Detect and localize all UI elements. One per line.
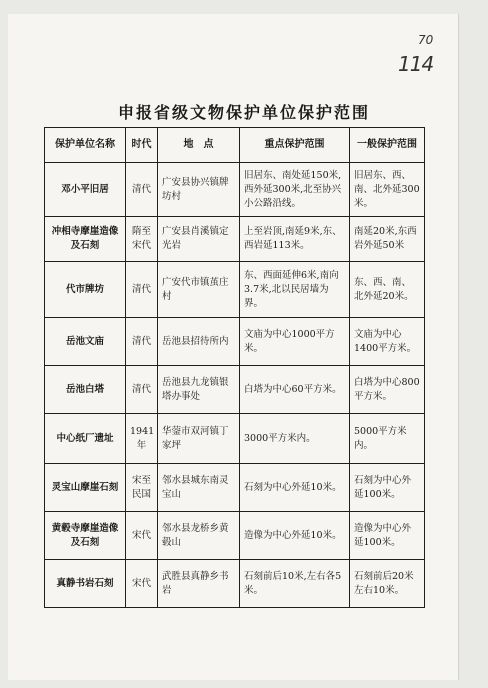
- cell-key-area: 石刻为中心外延10米。: [240, 464, 350, 512]
- cell-era: 1941年: [126, 414, 158, 464]
- table-row: [45, 262, 425, 318]
- cell-era: 宋代: [126, 512, 158, 560]
- cell-era: 清代: [126, 366, 158, 414]
- cell-location: 广安代市镇茧庄村: [158, 262, 240, 318]
- cell-name: 灵宝山摩崖石刻: [45, 464, 126, 512]
- cell-era: 清代: [126, 163, 158, 217]
- header-key-area: 重点保护范围: [240, 128, 350, 163]
- cell-era: 隋至宋代: [126, 217, 158, 262]
- document-title: 申报省级文物保护单位保护范围: [117, 103, 370, 122]
- table-row: [45, 464, 425, 512]
- cell-key-area: 东、西面延伸6米,南向3.7米,北以民居墙为界。: [240, 262, 350, 318]
- cell-key-area: 白塔为中心60平方米。: [240, 366, 350, 414]
- table-row: [45, 217, 425, 262]
- cell-general-area: 文庙为中心1400平方米。: [350, 318, 425, 366]
- cell-general-area: 石刻为中心外延100米。: [350, 464, 425, 512]
- table-row: [45, 163, 425, 217]
- cell-era: 宋代: [126, 560, 158, 608]
- cell-key-area: 3000平方米内。: [240, 414, 350, 464]
- header-unit-name: 保护单位名称: [45, 128, 126, 163]
- table-row: [45, 366, 425, 414]
- cell-location: 武胜县真静乡书岩: [158, 560, 240, 608]
- cell-name: 中心纸厂遗址: [45, 414, 126, 464]
- cell-key-area: 上至岩顶,南延9米,东、西岩延113米。: [240, 217, 350, 262]
- cell-era: 宋至民国: [126, 464, 158, 512]
- table-header-row: [45, 128, 425, 163]
- cell-name: 岳池白塔: [45, 366, 126, 414]
- table-row: [45, 512, 425, 560]
- cell-location: 广安县协兴镇牌坊村: [158, 163, 240, 217]
- cell-name: 邓小平旧居: [45, 163, 126, 217]
- cell-name: 黄毂寺摩崖造像及石刻: [45, 512, 126, 560]
- cell-key-area: 旧居东、南处延150米,西外延300米,北至协兴小公路沿线。: [240, 163, 350, 217]
- table-row: [45, 560, 425, 608]
- cell-key-area: 造像为中心外延10米。: [240, 512, 350, 560]
- cell-key-area: 石刻前后10米,左右各5米。: [240, 560, 350, 608]
- cell-location: 华蓥市双河镇丁家坪: [158, 414, 240, 464]
- header-general-area: 一般保护范围: [350, 128, 425, 163]
- cell-name: 冲相寺摩崖造像及石刻: [45, 217, 126, 262]
- handwritten-page-number: 114: [398, 52, 434, 76]
- cell-general-area: 白塔为中心800平方米。: [350, 366, 425, 414]
- table-row: [45, 318, 425, 366]
- cell-general-area: 造像为中心外延100米。: [350, 512, 425, 560]
- cell-location: 岳池县招待所内: [158, 318, 240, 366]
- cell-location: 岳池县九龙镇银塔办事处: [158, 366, 240, 414]
- cell-general-area: 东、西、南、北外延20米。: [350, 262, 425, 318]
- cell-name: 岳池文庙: [45, 318, 126, 366]
- handwritten-number: 70: [418, 33, 434, 47]
- cell-era: 清代: [126, 262, 158, 318]
- cell-general-area: 石刻前后20米左右10米。: [350, 560, 425, 608]
- cell-location: 广安县肖溪镇定光岩: [158, 217, 240, 262]
- cell-name: 真静书岩石刻: [45, 560, 126, 608]
- cell-location: 邻水县城东南灵宝山: [158, 464, 240, 512]
- cell-general-area: 5000平方米内。: [350, 414, 425, 464]
- cell-general-area: 南延20米,东西岩外延50米: [350, 217, 425, 262]
- cell-name: 代市牌坊: [45, 262, 126, 318]
- header-era: 时代: [126, 128, 158, 163]
- cell-general-area: 旧居东、西、南、北外延300米。: [350, 163, 425, 217]
- cell-location: 邻水县龙桥乡黄毂山: [158, 512, 240, 560]
- cell-era: 清代: [126, 318, 158, 366]
- table-row: [45, 414, 425, 464]
- protection-table: [44, 127, 425, 608]
- header-location: 地 点: [158, 128, 240, 163]
- cell-key-area: 文庙为中心1000平方米。: [240, 318, 350, 366]
